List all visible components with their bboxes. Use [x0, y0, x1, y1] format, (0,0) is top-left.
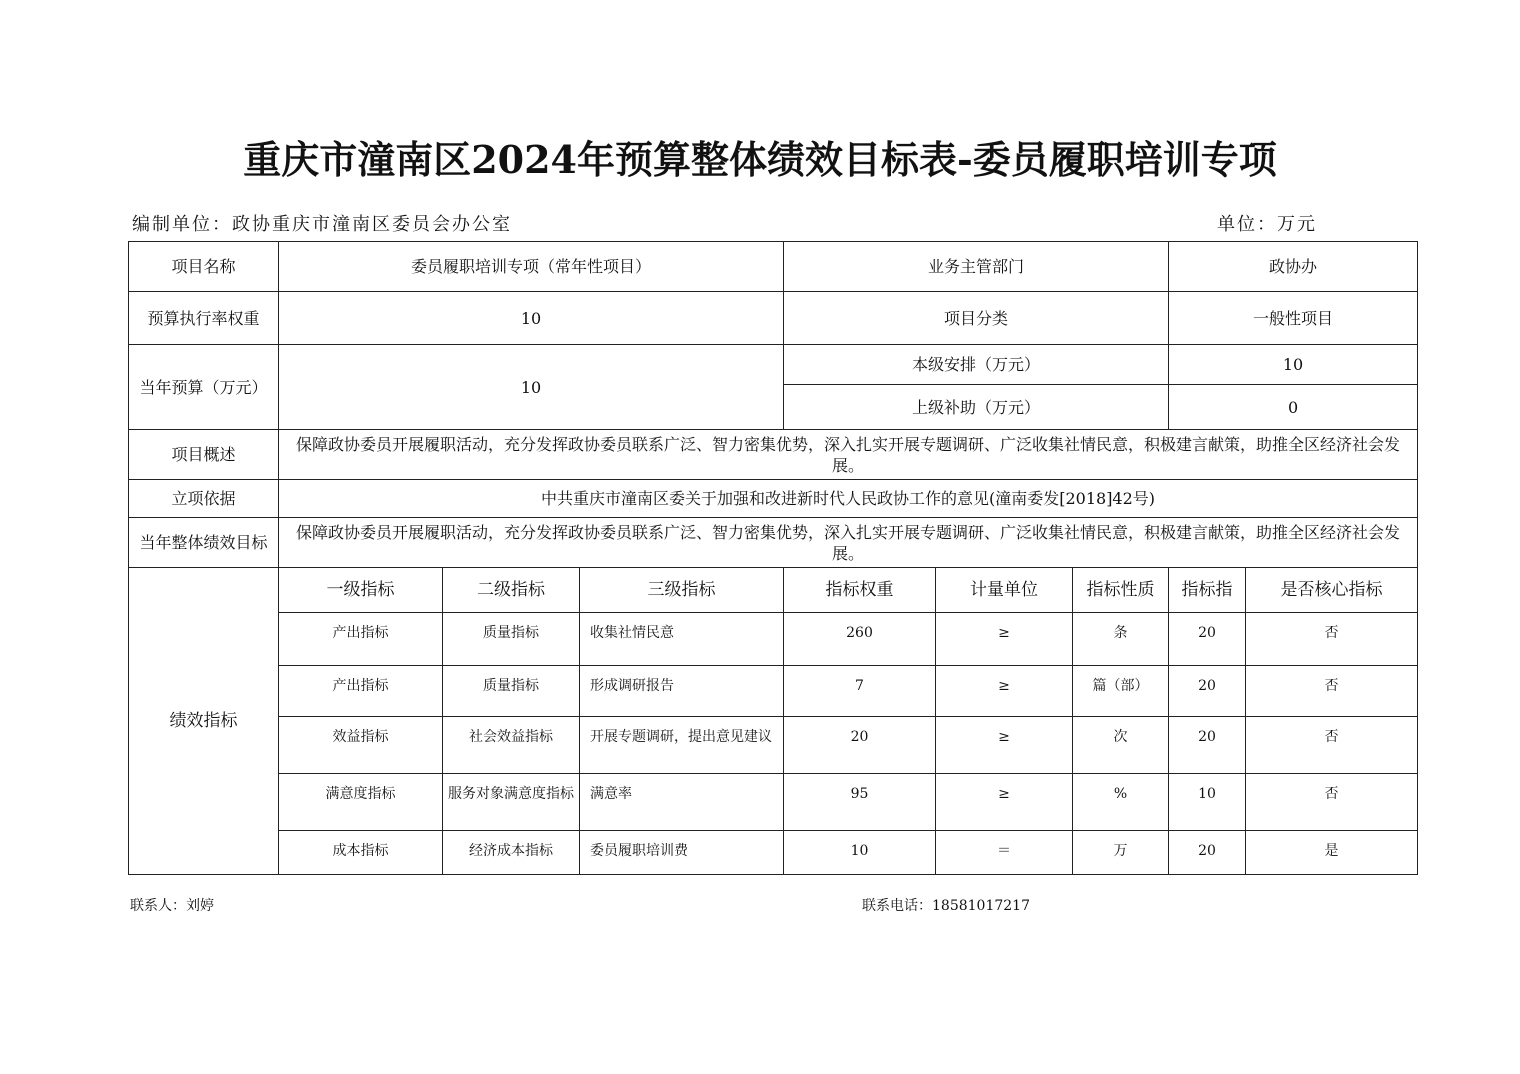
cell-level1: 满意度指标: [279, 774, 443, 831]
cell-level3: 收集社情民意: [580, 613, 784, 666]
table-row: [129, 717, 1418, 774]
cell-level2: 质量指标: [443, 666, 580, 717]
table-row: [129, 666, 1418, 717]
budget-label: 当年预算（万元）: [129, 345, 279, 430]
cell-core: 是: [1246, 831, 1418, 875]
header-level3: 三级指标: [580, 568, 784, 613]
table-row: [129, 774, 1418, 831]
cell-unit: ＝: [936, 831, 1073, 875]
cell-weight: 20: [784, 717, 936, 774]
cell-core: 否: [1246, 774, 1418, 831]
cell-level2: 社会效益指标: [443, 717, 580, 774]
basis-value: 中共重庆市潼南区委关于加强和改进新时代人民政协工作的意见(潼南委发[2018]42号): [279, 480, 1418, 518]
cell-unit: ≥: [936, 774, 1073, 831]
page-title: 重庆市潼南区2024年预算整体绩效目标表-委员履职培训专项: [243, 137, 1277, 182]
contact-phone: 联系电话：18581017217: [862, 898, 1030, 914]
cell-level3: 委员履职培训费: [580, 831, 784, 875]
cell-level2: 质量指标: [443, 613, 580, 666]
header-level1: 一级指标: [279, 568, 443, 613]
header-target: 指标指: [1169, 568, 1246, 613]
cell-nature: 篇（部）: [1073, 666, 1169, 717]
basis-label: 立项依据: [129, 480, 279, 518]
category-label: 项目分类: [784, 292, 1169, 345]
weight-value: 10: [279, 292, 784, 345]
upper-subsidy-value: 0: [1169, 385, 1418, 430]
header-core: 是否核心指标: [1246, 568, 1418, 613]
cell-core: 否: [1246, 613, 1418, 666]
indicators-label: 绩效指标: [129, 568, 279, 875]
cell-level3: 开展专题调研，提出意见建议: [580, 717, 784, 774]
cell-level1: 成本指标: [279, 831, 443, 875]
cell-level3: 形成调研报告: [580, 666, 784, 717]
cell-unit: ≥: [936, 666, 1073, 717]
goal-label: 当年整体绩效目标: [129, 518, 279, 568]
cell-target: 20: [1169, 666, 1246, 717]
unit-label: 单位：万元: [1217, 214, 1317, 235]
cell-level1: 产出指标: [279, 613, 443, 666]
table-row: [129, 831, 1418, 875]
cell-core: 否: [1246, 666, 1418, 717]
contact-person: 联系人：刘婷: [130, 898, 214, 914]
cell-weight: 260: [784, 613, 936, 666]
header-unit: 计量单位: [936, 568, 1073, 613]
dept-label: 业务主管部门: [784, 242, 1169, 292]
cell-unit: ≥: [936, 717, 1073, 774]
local-budget-label: 本级安排（万元）: [784, 345, 1169, 385]
table-row: [129, 613, 1418, 666]
cell-target: 20: [1169, 831, 1246, 875]
local-budget-value: 10: [1169, 345, 1418, 385]
cell-unit: ≥: [936, 613, 1073, 666]
project-name-value: 委员履职培训专项（常年性项目）: [279, 242, 784, 292]
budget-value: 10: [279, 345, 784, 430]
header-weight: 指标权重: [784, 568, 936, 613]
cell-weight: 10: [784, 831, 936, 875]
overview-label: 项目概述: [129, 430, 279, 480]
cell-target: 20: [1169, 717, 1246, 774]
cell-level1: 效益指标: [279, 717, 443, 774]
overview-value: 保障政协委员开展履职活动，充分发挥政协委员联系广泛、智力密集优势，深入扎实开展专题调研、广泛收集社情民意，积极建言献策，助推全区经济社会发展。: [279, 430, 1418, 480]
cell-level2: 经济成本指标: [443, 831, 580, 875]
weight-label: 预算执行率权重: [129, 292, 279, 345]
header-level2: 二级指标: [443, 568, 580, 613]
goal-value: 保障政协委员开展履职活动，充分发挥政协委员联系广泛、智力密集优势，深入扎实开展专题调研、广泛收集社情民意，积极建言献策，助推全区经济社会发展。: [279, 518, 1418, 568]
cell-nature: 万: [1073, 831, 1169, 875]
cell-target: 10: [1169, 774, 1246, 831]
cell-level3: 满意率: [580, 774, 784, 831]
category-value: 一般性项目: [1169, 292, 1418, 345]
cell-level2: 服务对象满意度指标: [443, 774, 580, 831]
cell-target: 20: [1169, 613, 1246, 666]
cell-nature: 次: [1073, 717, 1169, 774]
dept-value: 政协办: [1169, 242, 1418, 292]
project-name-label: 项目名称: [129, 242, 279, 292]
header-nature: 指标性质: [1073, 568, 1169, 613]
upper-subsidy-label: 上级补助（万元）: [784, 385, 1169, 430]
cell-nature: 条: [1073, 613, 1169, 666]
cell-weight: 7: [784, 666, 936, 717]
org-label: 编制单位：政协重庆市潼南区委员会办公室: [132, 214, 512, 235]
cell-nature: %: [1073, 774, 1169, 831]
cell-core: 否: [1246, 717, 1418, 774]
cell-weight: 95: [784, 774, 936, 831]
cell-level1: 产出指标: [279, 666, 443, 717]
performance-table: [128, 241, 1418, 875]
